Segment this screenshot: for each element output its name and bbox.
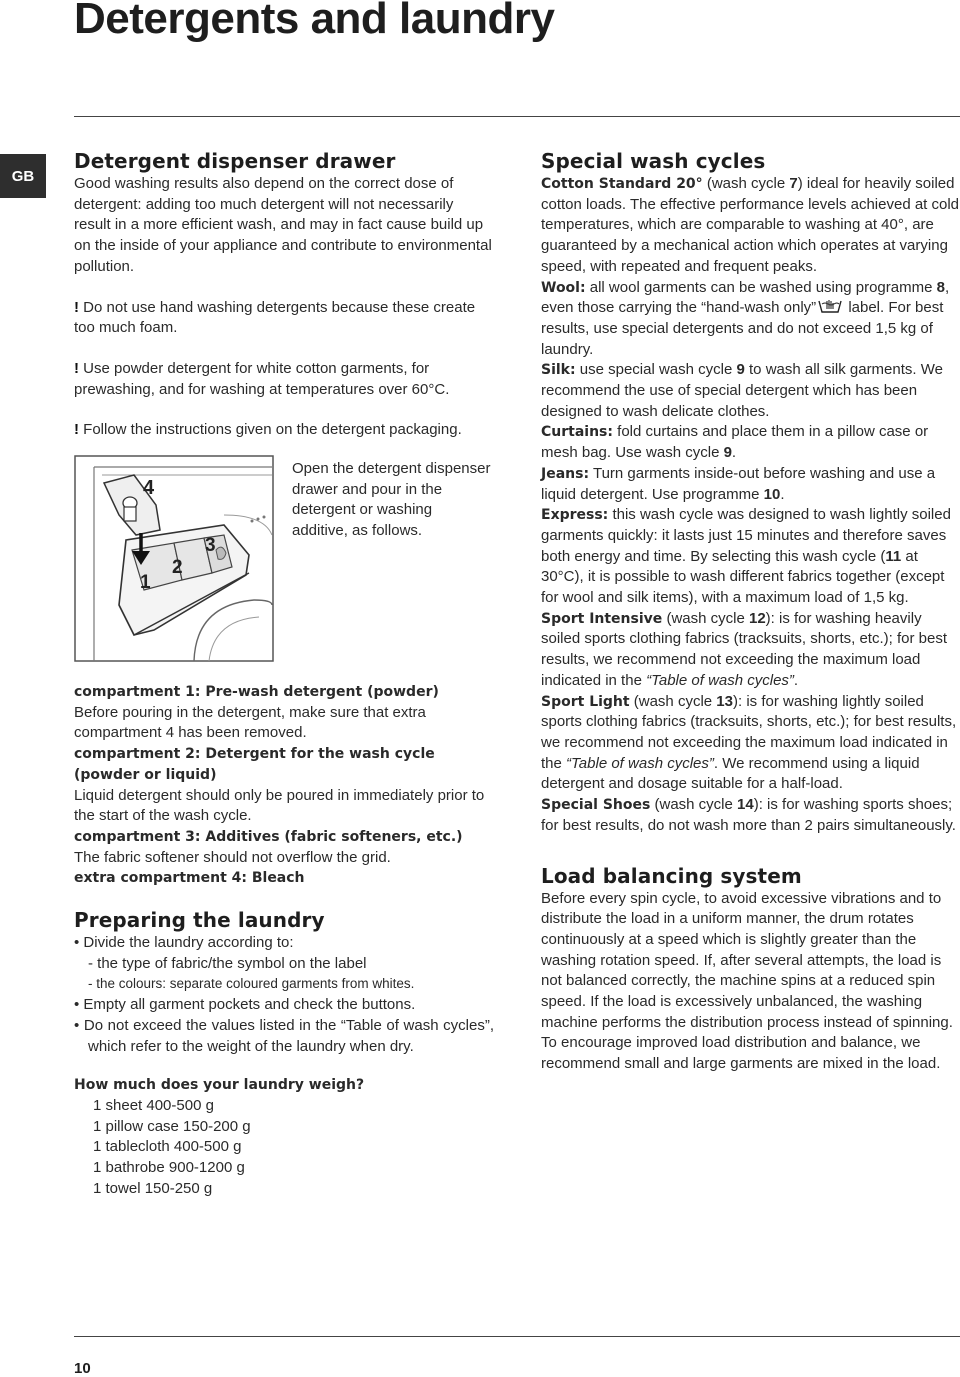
cycle-express bbox=[541, 505, 960, 609]
cycle-label: Jeans: bbox=[541, 465, 590, 482]
laundry-dash-fabric: - the type of fabric/the symbol on the label bbox=[88, 954, 367, 972]
top-divider bbox=[74, 116, 960, 117]
cycle-number: 11 bbox=[885, 547, 902, 565]
warning-text: Use powder detergent for white cotton garments, for prewashing, and for washing at temperatures over 60°C. bbox=[74, 359, 450, 398]
special-heading: Special wash cycles bbox=[541, 149, 766, 173]
cycle-label: Sport Intensive bbox=[541, 610, 663, 627]
compartment-3-text: The fabric softener should not overflow the grid. bbox=[74, 848, 391, 866]
cycle-number: 10 bbox=[763, 485, 781, 503]
figure-caption: Open the detergent dispenser drawer and pour in the detergent or washing additive, as follows. bbox=[292, 460, 491, 540]
weight-item: 1 bathrobe 900-1200 g bbox=[93, 1159, 245, 1177]
cycle-number: 9 bbox=[736, 361, 745, 379]
weight-item: 1 towel 150-250 g bbox=[93, 1179, 213, 1197]
right-column bbox=[541, 148, 960, 1075]
cycle-silk bbox=[541, 360, 960, 422]
label-compartment-4: 4 bbox=[143, 477, 155, 500]
weight-item: 1 tablecloth 400-500 g bbox=[93, 1138, 242, 1156]
left-column bbox=[74, 148, 494, 1200]
label-compartment-1: 1 bbox=[140, 572, 151, 594]
cycle-number: 13 bbox=[716, 692, 733, 710]
cycle-label: Special Shoes bbox=[541, 797, 651, 814]
cycle-sport-light bbox=[541, 692, 960, 796]
weights-list bbox=[74, 1096, 494, 1200]
label-compartment-3: 3 bbox=[205, 535, 216, 557]
compartment-2-text: Liquid detergent should only be poured in immediately prior to the start of the wash cycle. bbox=[74, 786, 485, 825]
dispenser-drawer-diagram bbox=[74, 455, 274, 662]
cycle-number: 14 bbox=[737, 796, 754, 814]
compartment-2-title: compartment 2: Detergent for the wash cycle (powder or liquid) bbox=[74, 746, 435, 783]
dispenser-figure-row bbox=[74, 455, 494, 662]
cycle-special-shoes bbox=[541, 795, 960, 836]
bottom-divider bbox=[74, 1336, 960, 1337]
cycle-text: . bbox=[731, 444, 737, 462]
laundry-dash-colours: - the colours: separate coloured garments from whites. bbox=[88, 976, 415, 992]
compartment-4 bbox=[74, 868, 494, 889]
warning-packaging bbox=[74, 420, 494, 441]
cycle-text: (wash cycle bbox=[629, 692, 717, 710]
cycle-number: 12 bbox=[748, 609, 766, 627]
cycle-label: Curtains: bbox=[541, 424, 613, 441]
page-number: 10 bbox=[74, 1360, 91, 1377]
cycle-curtains bbox=[541, 422, 960, 463]
cycle-text: (wash cycle bbox=[650, 796, 738, 814]
cycle-text: . We recommend using a liquid detergent and dosage suitable for a half-load. bbox=[541, 754, 920, 793]
dispenser-intro: Good washing results also depend on the correct dose of detergent: adding too much detergent will not necessarily result in a more efficient wash, and may in fact cause build up on the inside of your appliance and contribute to environmental pollution. bbox=[74, 175, 492, 275]
compartment-2 bbox=[74, 744, 494, 827]
compartment-1-text: Before pouring in the detergent, make sure that extra compartment 4 has been removed. bbox=[74, 703, 426, 742]
cycle-label: Express: bbox=[541, 507, 609, 524]
label-compartment-2: 2 bbox=[172, 557, 183, 579]
table-reference: “Table of wash cycles” bbox=[566, 754, 714, 772]
cycle-number: 7 bbox=[789, 175, 798, 192]
table-reference: “Table of wash cycles” bbox=[646, 671, 794, 689]
compartment-3 bbox=[74, 827, 494, 868]
weigh-heading: How much does your laundry weigh? bbox=[74, 1077, 365, 1094]
compartment-1-title: compartment 1: Pre-wash detergent (powder) bbox=[74, 684, 439, 701]
compartment-3-title: compartment 3: Additives (fabric softeners, etc.) bbox=[74, 828, 463, 845]
cycle-label: Sport Light bbox=[541, 693, 630, 710]
cycle-text: fold curtains and place them in a pillow case or mesh bag. Use wash cycle bbox=[541, 423, 929, 462]
cycle-text: ): is for washing lightly soiled sports clothing fabrics (tracksuits, shorts, etc.); for best results, we recommend not exceeding the maximum load indicated in the bbox=[541, 692, 957, 772]
cycle-text: ) ideal for heavily soiled cotton loads. The effective performance levels achieved at cold temperatures, which are comparable to washing at 40°, are guaranteed by a mechanical action which operates at varying speed, with repeated and frequent peaks. bbox=[541, 175, 960, 275]
warning-mark: ! bbox=[74, 359, 79, 377]
cycle-text: . bbox=[793, 671, 799, 689]
weight-item: 1 pillow case 150-200 g bbox=[93, 1117, 251, 1135]
cycle-text: all wool garments can be washed using programme bbox=[585, 278, 937, 296]
cycle-text: . bbox=[780, 485, 785, 503]
hand-wash-icon bbox=[818, 299, 842, 314]
cycle-text: use special wash cycle bbox=[575, 361, 737, 379]
cycle-text: Turn garments inside-out before washing and use a liquid detergent. Use programme bbox=[541, 464, 936, 503]
dispenser-heading: Detergent dispenser drawer bbox=[74, 149, 396, 173]
cycle-text: (wash cycle bbox=[702, 175, 790, 192]
page-title: Detergents and laundry bbox=[74, 0, 555, 43]
cycle-text: this wash cycle was designed to wash lightly soiled garments quickly: it lasts just 15 minutes and therefore saves both energy and time. By selecting this wash cycle ( bbox=[541, 506, 951, 565]
laundry-bullet-pockets: • Empty all garment pockets and check the buttons. bbox=[74, 996, 416, 1014]
cycle-text: at 30°C), it is possible to wash different fabrics together (except for wool and silk items), with a maximum load of 1,5 kg. bbox=[541, 547, 945, 607]
cycle-label: Cotton Standard 20° bbox=[541, 176, 703, 192]
cycle-jeans bbox=[541, 464, 960, 505]
cycle-label: Wool: bbox=[541, 279, 586, 296]
cycle-text: ): is for washing heavily soiled sports clothing fabrics (tracksuits, shorts, etc.); for best results, we recommend not exceeding the maximum load indicated in the bbox=[541, 609, 947, 689]
warning-text: Do not use hand washing detergents because these create too much foam. bbox=[74, 298, 476, 337]
balancing-heading: Load balancing system bbox=[541, 863, 802, 888]
warning-mark: ! bbox=[74, 421, 79, 439]
cycle-text: , even those carrying the “hand-wash only” bbox=[541, 278, 950, 317]
cycle-wool bbox=[541, 278, 960, 361]
weight-item: 1 sheet 400-500 g bbox=[93, 1096, 214, 1114]
compartment-4-title: extra compartment 4: Bleach bbox=[74, 870, 305, 887]
language-tab: GB bbox=[0, 154, 46, 198]
warning-text: Follow the instructions given on the detergent packaging. bbox=[79, 421, 462, 439]
cycle-number: 8 bbox=[936, 278, 945, 296]
warning-mark: ! bbox=[74, 298, 79, 316]
cycle-sport-intensive bbox=[541, 609, 960, 692]
laundry-bullet-table: • Do not exceed the values listed in the “Table of wash cycles”, which refer to the weight of the laundry when dry. bbox=[74, 1016, 494, 1055]
cycle-text: ): is for washing sports shoes; for best results, do not wash more than 2 pairs simultaneously. bbox=[541, 796, 956, 834]
warning-hand-wash bbox=[74, 298, 494, 339]
cycle-cotton bbox=[541, 174, 960, 278]
laundry-heading: Preparing the laundry bbox=[74, 908, 325, 933]
cycle-text: (wash cycle bbox=[662, 609, 749, 627]
dispenser-drawer-illustration bbox=[74, 455, 274, 662]
balancing-text: Before every spin cycle, to avoid excessive vibrations and to distribute the load in a uniform manner, the drum rotates continuously at a speed which is slightly greater than the washing rotation speed. If, after several attempts, the load is not balanced correctly, the machine spins at a reduced spin speed. If the load is excessively unbalanced, the washing machine performs the distribution process instead of spinning. To encourage improved load distribution and balance, we recommend small and large garments are mixed in the load. bbox=[541, 889, 953, 1073]
cycle-text: label. For best results, use special detergents and do not exceed 1,5 kg of laundry. bbox=[541, 299, 944, 358]
warning-powder bbox=[74, 359, 494, 400]
cycle-text: to wash all silk garments. We recommend the use of special detergent which has been designed to wash delicate clothes. bbox=[541, 361, 943, 420]
laundry-bullet-divide: • Divide the laundry according to: bbox=[74, 934, 294, 952]
cycle-label: Silk: bbox=[541, 362, 576, 379]
cycle-number: 9 bbox=[723, 444, 732, 462]
compartment-1 bbox=[74, 682, 494, 744]
